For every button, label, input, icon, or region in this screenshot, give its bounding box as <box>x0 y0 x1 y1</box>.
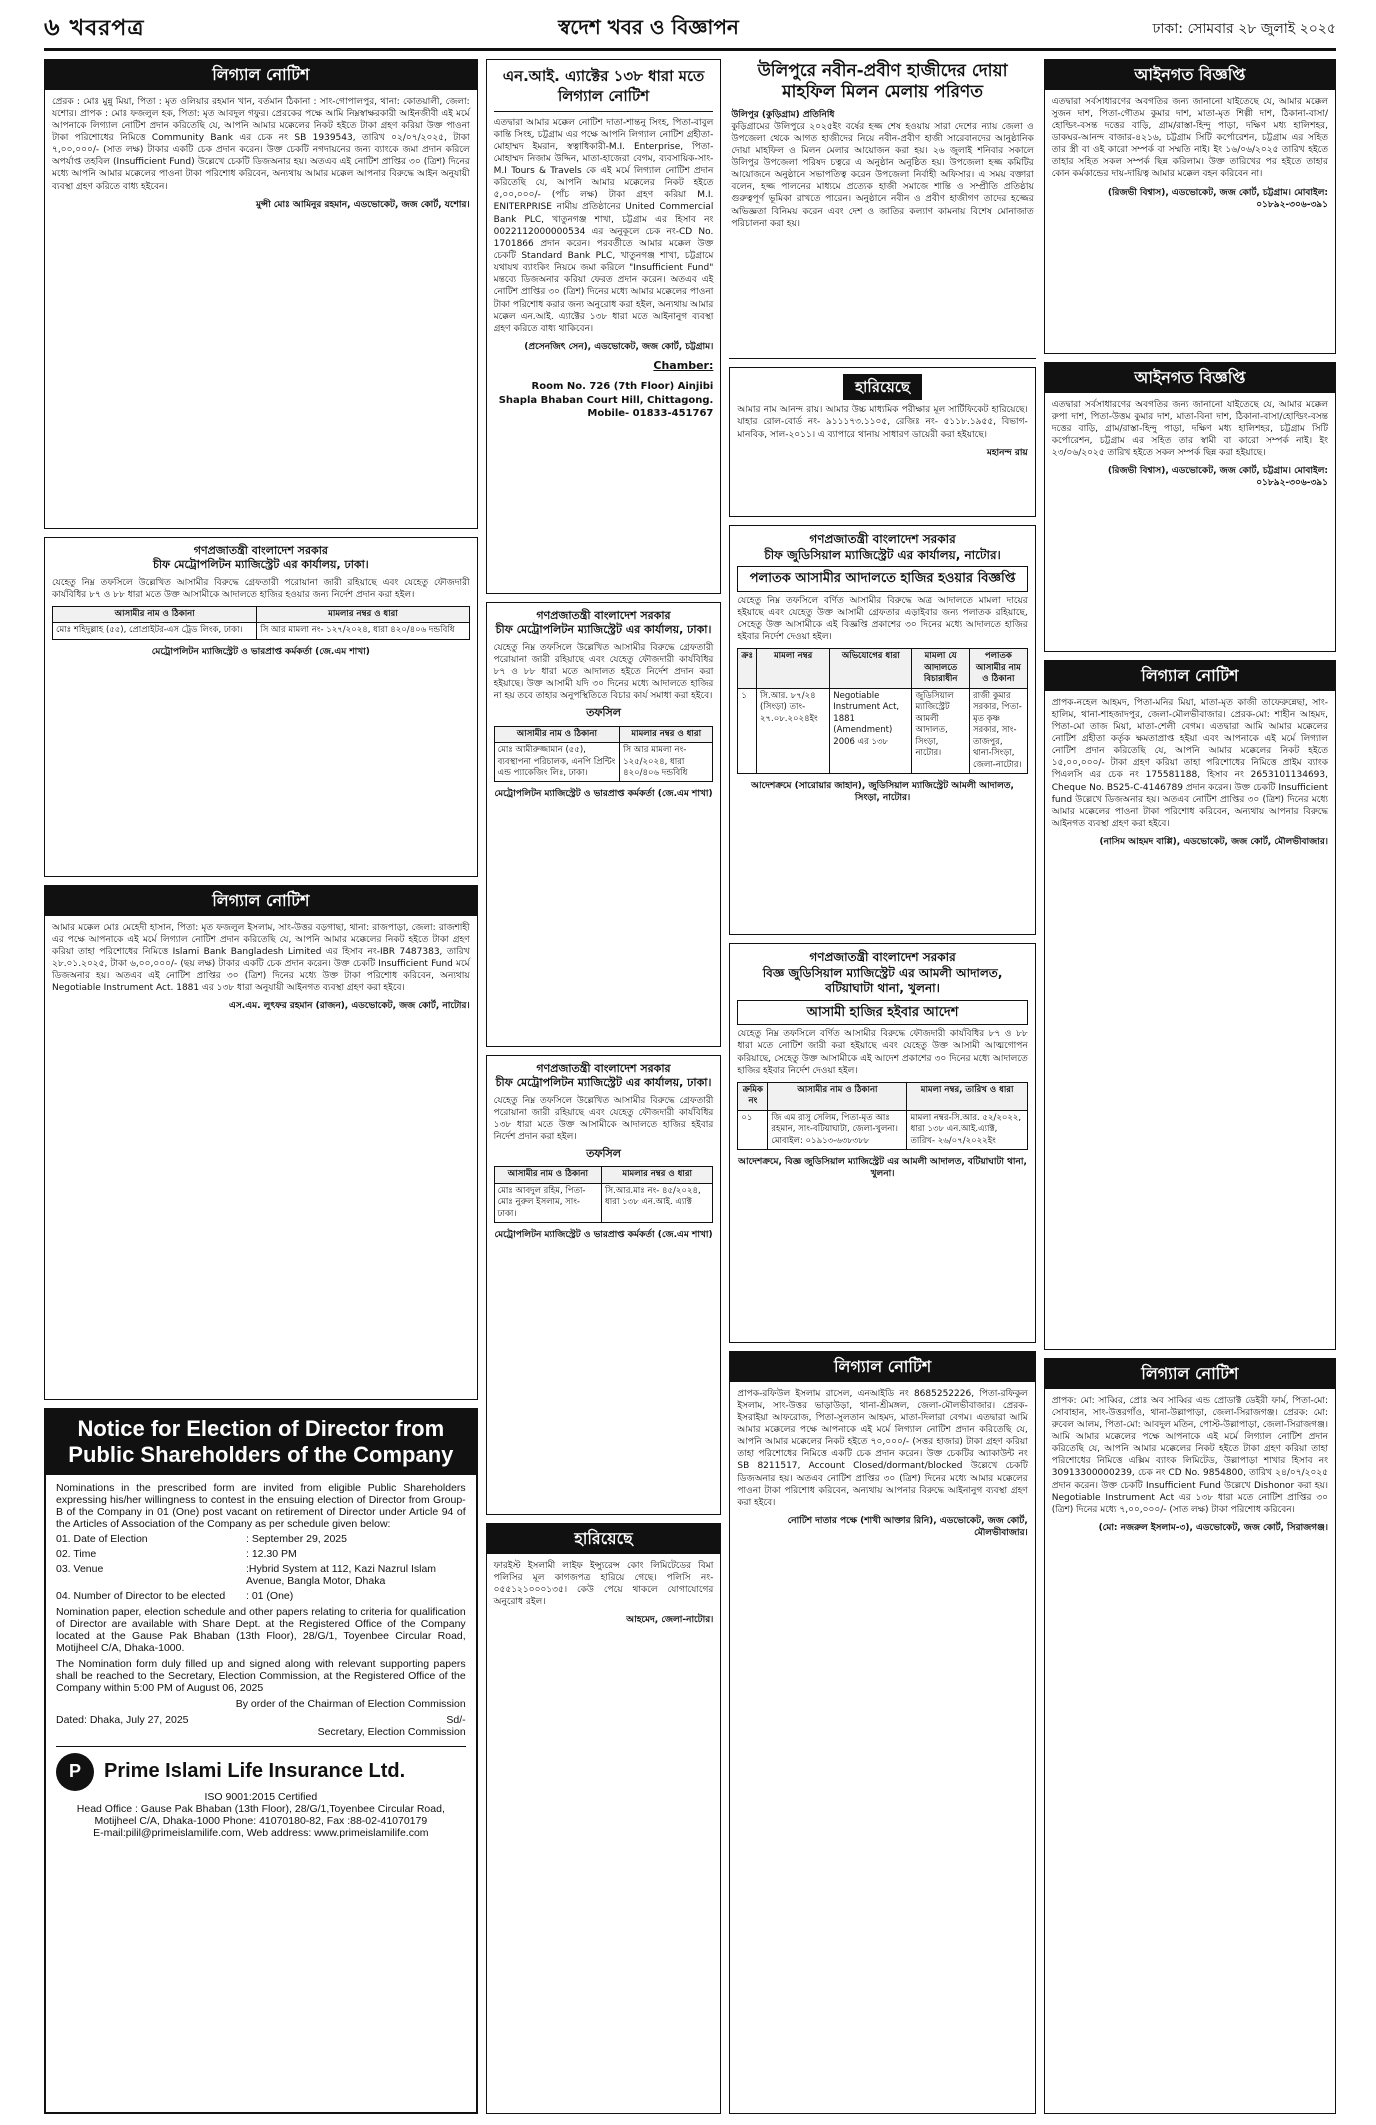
legal-notice-1 <box>44 59 478 529</box>
law-notice-2-title: আইনগত বিজ্ঞপ্তি <box>1045 363 1335 393</box>
news-headline: উলিপুরে নবীন-প্রবীণ হাজীদের দোয়া মাহফিল মিলন মেলায় পরিণত <box>757 61 1008 103</box>
issue-date: ঢাকা: সোমবার ২৮ জুলাই ২০২৫ <box>1152 21 1336 37</box>
gov-notice-2 <box>486 602 722 1047</box>
table-header: অভিযোগের ধারা <box>830 649 912 688</box>
legal-notice-4-signature: (নাসিম আহমদ বাপ্পি), এডভোকেট, জজ কোর্ট, মৌলভীবাজার। <box>1099 837 1328 848</box>
gov-notice-3-title: গণপ্রজাতন্ত্রী বাংলাদেশ সরকার <box>536 1062 671 1075</box>
table-cell: Negotiable Instrument Act, 1881 (Amendment) 2006 এর ১৩৮ <box>830 688 912 773</box>
lost-notice-2-signature: মহানন্দ রায় <box>986 447 1028 458</box>
masthead <box>44 10 1336 51</box>
legal-notice-3-body: প্রাপক-রফিউল ইসলাম রাসেল, এনআইডি নং 8685252226, পিতা-রফিকুল ইসলাম, সাং-উত্তর ভাড়াউড়া, থানা-শ্রীমঙ্গল, জেলা-মৌলভীবাজার। প্রেরক-ইসরাইয়া আফরোজ, পিতা-সুলতান আহমদ, মাতা-দিলারা বেগম। এতদ্বারা আমি আমার মক্কেলের পক্ষে আপনাকে এই মর্মে লিগ্যাল নোটিশ প্রদান করিতেছি যে, আপনি আমার মক্কেলের নিকট হইতে ৭০,০০০/- (সত্তর হাজার) টাকা গ্রহণ করিয়া তাহা পরিশোধের নিমিত্তে একটি চেক প্রদান করেন। উক্ত চেকটির অ্যাকাউন্ট নং SB 8211517, Account Closed/dormant/blocked উল্লেখে চেকটি ডিজঅনার হয়। অতএব নোটিশ প্রাপ্তির ৩০ (ত্রিশ) দিনের মধ্যে আমার মক্কেলের পাওনা টাকা পরিশোধ করিবেন, অন্যথায় আপনার বিরুদ্ধে আইনানুগ ব্যবস্থা গ্রহণ করা হইবে। <box>737 1388 1028 1508</box>
election-secretary: Secretary, Election Commission <box>317 1725 466 1738</box>
lost-notice-1-signature: আহমেদ, জেলা-নাটোর। <box>626 1615 714 1626</box>
table-cell: ১ <box>738 688 757 773</box>
election-sd: Sd/- <box>446 1713 466 1726</box>
table-cell: জুডিসিয়াল ম্যাজিস্ট্রেট আমলী আদালত, সিংড়া, নাটোর। <box>912 688 970 773</box>
gov-notice-5-subtitle: বিজ্ঞ জুডিসিয়াল ম্যাজিস্ট্রেট এর আমলী আদালত, বটিয়াঘাটা থানা, খুলনা। <box>762 965 1003 996</box>
election-row-key: 04. Number of Director to be elected <box>56 1589 226 1602</box>
ni-act-notice-body: এতদ্বারা আমার মক্কেল নোটিশ দাতা-শান্তনু সিংহ, পিতা-বাবুল কান্তি সিংহ, চট্টগ্রাম এর পক্ষে আপনি লিগ্যাল নোটিশ গ্রহীতা-মোহাম্মদ ইমরান, স্বত্বাধিকারী-M.I. Enterprise, পিতা-মোহাম্মদ নিজাম উদ্দিন, মাতা-হাজেরা বেগম, ব্যবসায়িক-সাং-M.I Tours & Travels কে এই মর্মে লিগ্যাল নোটিশ প্রদান করিতেছি যে, আপনি আমার মক্কেলের নিকট হইতে ৫,০০,০০০/- (পাঁচ লক্ষ) টাকা গ্রহণ করিয়া M.I. ENITERPRISE নামীয় প্রতিষ্ঠানের United Commercial Bank PLC, খাতুনগঞ্জ শাখা, চট্টগ্রাম এর হিসাব নং 0022112000000534 এর অনুকূলে চেক নং-CD No. 1701866 প্রদান করেন। পরবর্তীতে আমার মক্কেল উক্ত চেকটি Standard Bank PLC, খাতুনগঞ্জ শাখা, চট্টগ্রামে যথাযথ ব্যাংকিং নিয়মে জমা করিলে "Insufficient Fund" মন্তব্যে ডিজঅনার করিয়া ফেরত প্রদান করেন। অতএব এই নোটিশ প্রাপ্তির ৩০ (ত্রিশ) দিনের মধ্যে আমার মক্কেলের পাওনা টাকা পরিশোধ করার জন্য অনুরোধ করা হইল, অন্যথায় আমার মক্কেল এন.আই. এ্যাক্টের ১৩৮ ধারা মতে আইনানুগ ব্যবস্থা গ্রহণ করিতে বাধ্য থাকিবেন। <box>493 117 714 334</box>
election-by-order: By order of the Chairman of Election Commission <box>235 1697 466 1710</box>
election-row-value: : 12.30 PM <box>246 1547 297 1560</box>
table-cell: মোঃ শহিদুল্লাহ (৫৫), প্রোপ্রাইটর-এস ট্রেড লিংক, ঢাকা। <box>53 623 257 639</box>
gov-notice-2-tafsil: তফসিল <box>586 706 621 720</box>
law-notice-1 <box>1044 59 1336 354</box>
election-dated: Dated: Dhaka, July 27, 2025 <box>56 1713 189 1726</box>
table-header: আসামীর নাম ও ঠিকানা <box>53 606 257 622</box>
legal-notice-2-body: আমার মক্কেল মোঃ মেহেদী হাসান, পিতা: মৃত ফজলুল ইসলাম, সাং-উত্তর বড়গাছা, থানা: রাজপাড়া, জেলা: রাজশাহী এর পক্ষে আপনাকে এই মর্মে লিগ্যাল নোটিশ প্রদান করিতেছি যে, আপনি আমার মক্কেলের নিকট হইতে টাকা গ্রহণ করিয়া তাহা পরিশোধের নিমিত্তে Islami Bank Bangladesh Limited এর হিসাব নং-IBR 7487383, তারিখ ২৮.০১.২০২৫, টাকা ৬,০০,০০০/- (ছয় লক্ষ) টাকার একটি চেক প্রদান করেন। উক্ত চেকটি Insufficient Fund মর্মে ডিজঅনার হয়। অতএব এই নোটিশ প্রাপ্তির ৩০ (ত্রিশ) দিনের মধ্যে উক্ত টাকা পরিশোধ করিবেন, অন্যথায় Negotiable Instrument Act. 1881 এর ১৩৮ ধারা অনুযায়ী আইনগত ব্যবস্থা গ্রহণ করা হইবে। <box>52 922 470 994</box>
news-article <box>729 59 1035 359</box>
company-logo-icon: P <box>56 1753 94 1791</box>
election-row <box>56 1548 466 1560</box>
column-1 <box>44 59 478 2114</box>
lost-notice-1-title: হারিয়েছে <box>487 1524 721 1554</box>
table-row <box>494 743 713 782</box>
legal-notice-2-signature: এস.এম. লুৎফর রহমান (রাজন), এডভোকেট, জজ কোর্ট, নাটোর। <box>229 1001 470 1012</box>
gov-notice-4 <box>729 525 1035 935</box>
ni-act-notice <box>486 59 722 594</box>
column-3 <box>729 59 1035 2114</box>
election-row-value: : September 29, 2025 <box>246 1532 347 1545</box>
company-logo-row <box>56 1746 466 1791</box>
election-notice-title: Notice for Election of Director from Public Shareholders of the Company <box>46 1410 476 1475</box>
gov-notice-1-signature: মেট্রোপলিটন ম্যাজিস্ট্রেট ও ভারপ্রাপ্ত কর্মকর্তা (জে.এম শাখা) <box>151 646 370 657</box>
legal-notice-4-body: প্রাপক-নহেল আহমদ, পিতা-মনির মিয়া, মাতা-মৃত কাজী তাফেরুন্নেছা, সাং-হালিম, থানা-শাহজাদপুর, জেলা-মৌলভীবাজার। প্রেরক-মো: শাহীন আহমদ, পিতা-মো তাজ মিয়া, মাতা-শেলী বেগম। এতদ্বারা আমি আমার মক্কেলের নোটিশ গ্রহীতা কর্তৃক ক্ষমতাপ্রাপ্ত হইয়া এবং আপনাকে এই মর্মে লিগ্যাল নোটিশ প্রদান করিতেছি যে, আপনি আমার মক্কেলের নিকট হইতে ১৫,০০,০০০/- টাকা গ্রহণ করিয়া তাহা পরিশোধের নিমিত্তে প্রাইম ব্যাংক পিএলসি এর চেক নং 175581188, হিসাব নং 2653101134693, Cheque No. BS25-C-4146789 প্রদান করেন। উক্ত চেকটি Insufficient fund উল্লেখে ডিজঅনার হয়। অতএব নোটিশ প্রাপ্তির ৩০ (ত্রিশ) দিনের মধ্যে আমার মক্কেলের পাওনা টাকা পরিশোধ করিবেন, অন্যথায় আপনার বিরুদ্ধে আইনগত ব্যবস্থা গ্রহণ করা হইবে। <box>1051 697 1328 829</box>
gov-notice-5 <box>729 943 1035 1343</box>
newspaper-logo: খবরপত্র <box>69 15 145 41</box>
election-row-key: 02. Time <box>56 1547 97 1560</box>
table-cell: মোঃ আবদুল রহিম, পিতা-মোঃ নুরুল ইসলাম, সাং-ঢাকা। <box>494 1183 601 1222</box>
table-header: ক্রমিক নং <box>738 1082 768 1110</box>
lost-notice-2-title: হারিয়েছে <box>843 374 922 400</box>
gov-notice-2-signature: মেট্রোপলিটন ম্যাজিস্ট্রেট ও ভারপ্রাপ্ত কর্মকর্তা (জে.এম শাখা) <box>494 789 713 800</box>
legal-notice-1-title: লিগ্যাল নোটিশ <box>45 60 477 90</box>
table-cell: জি এম রাসু সেলিম, পিতা-মৃত আঃ রহমান, সাং-বটিয়াঘাটা, জেলা-খুলনা। মোবাইল: ০১৯১৩-৬৩৮৩৮৮ <box>768 1110 907 1149</box>
table-row <box>738 688 1027 773</box>
table-cell: ০১ <box>738 1110 768 1149</box>
legal-notice-5-signature: (মো: নজরুল ইসলাম-৩), এডভোকেট, জজ কোর্ট, সিরাজগঞ্জ। <box>1098 1523 1328 1533</box>
table-header: মামলার নম্বর ও ধারা <box>257 606 469 622</box>
legal-notice-3-signature: নোটিশ দাতার পক্ষে (শাখী আক্তার রিনি), এডভোকেট, জজ কোর্ট, মৌলভীবাজার। <box>787 1516 1028 1539</box>
table-header: পলাতক আসামীর নাম ও ঠিকানা <box>969 649 1027 688</box>
gov-notice-3-table <box>494 1166 714 1223</box>
legal-notice-5 <box>1044 1358 1336 2114</box>
table-header: আসামীর নাম ও ঠিকানা <box>494 1167 601 1183</box>
gov-notice-2-title: গণপ্রজাতন্ত্রী বাংলাদেশ সরকার <box>536 609 671 622</box>
company-contact: E-mail:pilil@primeislamilife.com, Web address: www.primeislamilife.com <box>93 1826 429 1839</box>
election-date-row <box>56 1714 466 1726</box>
law-notice-1-title: আইনগত বিজ্ঞপ্তি <box>1045 60 1335 90</box>
column-4 <box>1044 59 1336 2114</box>
table-header: মামলা নম্বর, তারিখ ও ধারা <box>907 1082 1027 1110</box>
legal-notice-3 <box>729 1351 1035 2114</box>
election-row <box>56 1563 466 1587</box>
legal-notice-5-title: লিগ্যাল নোটিশ <box>1045 1359 1335 1389</box>
legal-notice-4 <box>1044 660 1336 1350</box>
table-header: ক্রঃ <box>738 649 757 688</box>
gov-notice-4-title: গণপ্রজাতন্ত্রী বাংলাদেশ সরকার <box>809 532 956 546</box>
masthead-left <box>44 9 145 49</box>
table-cell: মোঃ আমীরুজ্জামান (৫৫), ব্যবস্থাপনা পরিচালক, এনপি প্রিন্টিং এন্ড প্যাকেজিং লিঃ, ঢাকা। <box>494 743 619 782</box>
election-para-3: The Nomination form duly filled up and signed along with relevant supporting papers shall be reached to the Secretary, Election Commission, at the Registered Office of the Company within 5:00 PM of August 06, 2025 <box>56 1657 466 1694</box>
table-header: মামলা নম্বর <box>757 649 830 688</box>
law-notice-2-body: এতদ্বারা সর্বসাধারণের অবগতির জন্য জানানো যাইতেছে যে, আমার মক্কেল রুপা দাশ, পিতা-উত্তম কুমার দাশ, মাতা-বিনা দাশ, ঠিকানা-বাসা/হোল্ডিং-বসন্ত দত্তের বাড়ি, গ্রাম/রাস্তা-হিন্দু পাড়া, দক্ষিণ মধ্য হালিশহর, চট্টগ্রাম সিটি কর্পোরেশন, চট্টগ্রাম এর সহিত তার স্বামী বা কারো সম্পর্ক নাই। ইং ২৩/০৬/২০২৫ তারিখ হইতে সকল সম্পর্ক ছিন্ন করা হইয়াছে। <box>1051 399 1328 459</box>
legal-notice-5-body: প্রাপক: মো: সাব্বির, প্রোঃ অব সাব্বির এন্ড প্রোডাক্ট ডেইরী ফার্ম, পিতা-মো: সোবাহান, সাং-উত্তরগাঁও, থানা-উল্লাপাড়া, জেলা-সিরাজগঞ্জ। প্রেরক: মো: রুবেল আলম, পিতা-মো: আবদুল মতিন, পোস্ট-উল্লাপাড়া, জেলা-সিরাজগঞ্জ। আমি আমার মক্কেলের পক্ষে আপনাকে এই মর্মে লিগ্যাল নোটিশ প্রদান করিতেছি যে, আপনি আমার মক্কেলের নিকট হইতে টাকা গ্রহণ করিয়া তাহা পরিশোধের নিমিত্তে এক্সিম ব্যাংক লিমিটেড, উল্লাপাড়া শাখার হিসাব নং 30913300000239, চেক নং CD No. 9854800, তারিখ ২৪/০৭/২০২৫ প্রদান করেন। উক্ত চেকটি Insufficient Fund উল্লেখে Dishonor করা হয়। Negotiable Instrument Act এর ১৩৮ ধারা মতে নোটিশ প্রাপ্তির ৩০ (ত্রিশ) দিনের মধ্যে ৭,০০,০০০/- (সাত লক্ষ) টাকা পরিশোধ করিবেন। <box>1051 1395 1328 1515</box>
section-title: স্বদেশ খবর ও বিজ্ঞাপন <box>558 14 739 39</box>
election-intro: Nominations in the prescribed form are invited from eligible Public Shareholders expressing his/her willingness to contest in the ensuing election of Director from Group-B of the Company in 01 (One) post vacant on retirement of Director under Article 94 of the Articles of Association of the Company as per schedule given below: <box>56 1481 466 1530</box>
gov-notice-2-table <box>494 726 714 783</box>
election-row-key: 01. Date of Election <box>56 1532 148 1545</box>
table-cell: রাজী কুমার সরকার, পিতা-মৃত কৃষ্ণ সরকার, সাং-তাজপুর, থানা-সিংড়া, জেলা-নাটোর। <box>969 688 1027 773</box>
legal-notice-4-title: লিগ্যাল নোটিশ <box>1045 661 1335 691</box>
news-reporter: উলিপুর (কুড়িগ্রাম) প্রতিনিধি <box>731 109 835 120</box>
gov-notice-3-tafsil: তফসিল <box>586 1147 621 1161</box>
election-row-value: :Hybrid System at 112, Kazi Nazrul Islam Avenue, Bangla Motor, Dhaka <box>246 1562 437 1587</box>
table-row <box>738 1110 1027 1149</box>
table-cell: মামলা নম্বর-সি.আর. ৫২/২০২২, ধারা ১৩৮ এন.আই.এ্যাক্ট, তারিখ- ২৬/০৭/২০২২ইং <box>907 1110 1027 1149</box>
table-cell: সি.আর. ৮৭/২৪ (সিংড়া) তাং- ২৭.০৮.২০২৪ইং <box>757 688 830 773</box>
election-para-2: Nomination paper, election schedule and other papers relating to criteria for qualification of Director are available with Share Dept. at the Registered Office of the Company located at the Gause Pak Bhaban (13th Floor), 28/G/1, Toyenbee Circular Road, Motijheel C/A, Dhaka-1000. <box>56 1605 466 1654</box>
gov-notice-4-body: যেহেতু নিম্ন তফসিলে বর্ণিত আসামীর বিরুদ্ধে অত্র আদালতে মামলা দায়ের হইয়াছে এবং যেহেতু উক্ত আসামী গ্রেফতার এড়াইবার জন্য পলাতক রহিয়াছে, সেহেতু উক্ত আসামীকে এই বিজ্ঞপ্তি প্রকাশের ৩০ দিনের মধ্যে আদালতে হাজির হইবার নির্দেশ দেওয়া হইল। <box>737 595 1028 643</box>
chamber-label: Chamber: <box>653 359 714 373</box>
page-number: ৬ <box>44 13 60 41</box>
election-notice-body <box>46 1475 476 1846</box>
gov-notice-5-table <box>737 1082 1027 1150</box>
lost-notice-2-header <box>737 374 1027 400</box>
table-row <box>494 1183 713 1222</box>
election-row <box>56 1590 466 1602</box>
table-cell: সি আর মামলা নং- ১২৭/২০২৪, ধারা ৪২০/৪০৬ দন্ডবিধি <box>257 623 469 639</box>
gov-notice-1-subtitle: চীফ মেট্রোপলিটন ম্যাজিস্ট্রেট এর কার্যালয়, ঢাকা। <box>152 558 369 572</box>
legal-notice-1-body: প্রেরক : মোঃ মুন্নু মিয়া, পিতা : মৃত ওলিয়ার রহমান খান, বর্তমান ঠিকানা : সাং-গোপালপুর, থানা: কোতয়ালী, জেলা: যশোর। প্রাপক : মোঃ ফজলুল হক, পিতা: মৃত আবদুল গফুর। প্রেরকের পক্ষে আমি নিম্নস্বাক্ষরকারী আইনজীবী এই মর্মে আপনাকে লিগ্যাল নোটিশ প্রদান করিতেছি যে, আপনি আমার মক্কেলের নিকট হইতে টাকা গ্রহণ করিয়া উক্ত পাওনা টাকা পরিশোধের নিমিত্তে Community Bank এর চেক নং SB 1939543, তারিখ ০২/০৭/২০২৫, টাকা ৭,০০,০০০/- (সাত লক্ষ) টাকার একটি চেক প্রদান করেন। উক্ত চেকটি নগদায়নের জন্য ব্যাংকে জমা প্রদান করিলে অপর্যাপ্ত তহবিল (Insufficient Fund) উল্লেখে চেকটি ডিজঅনার হয়। অতএব এই নোটিশ প্রাপ্তির ৩০ (ত্রিশ) দিনের মধ্যে আপনি আমার মক্কেলের পাওনা টাকা পরিশোধ করিবেন, অন্যথায় আমার মক্কেল আপনার বিরুদ্ধে আইন অনুযায়ী ব্যবস্থা গ্রহণ করিতে বাধ্য হইবেন। <box>52 96 470 192</box>
law-notice-1-body: এতদ্বারা সর্বসাধারণের অবগতির জন্য জানানো যাইতেছে যে, আমার মক্কেল সুজন দাশ, পিতা-গৌতম কুমার দাশ, মাতা-মৃত শিল্পী দাশ, ঠিকানা-বাসা/হোল্ডিং-বসন্ত দত্তের বাড়ি, গ্রাম/রাস্তা-হিন্দু পাড়া, দক্ষিণ মধ্য হালিশহর, ডাকঘর-আনন্দ বাজার-৪২১৬, চট্টগ্রাম সিটি কর্পোরেশন, চট্টগ্রাম এর সহিত তার স্ত্রী বা ওই কারো সম্পর্ক বা সম্মতি নাই। ইং ১৬/০৬/২০২৫ তারিখ হইতে তাহার সহিত সকল সম্পর্ক ছিন্ন করিলাম। উক্ত তারিখের পর হইতে তাহার কোন কর্মকান্ডের দায়-দায়িত্ব আমার মক্কেল বহন করিবেন না। <box>1051 96 1328 180</box>
election-row-key: 03. Venue <box>56 1562 104 1575</box>
lost-notice-2 <box>729 367 1035 517</box>
news-body: কুড়িগ্রামের উলিপুরে ২০২৫ইং বর্ষের হজ্জ শেষ হওয়ায় সারা দেশের ন্যায় জেলা ও উপজেলা থেকে আগত হাজীদের নিয়ে নবীন-প্রবীণ হাজী সারেবানদের আনুষ্ঠানিক দোয়া মাহফিল ও মিলন মেলার আয়োজন করা হয়। ২৬ জুলাই শনিবার সকালে উলিপুর উপজেলা পরিষদ চত্বরে এ অনুষ্ঠান অনুষ্ঠিত হয়। উপজেলা হজ্জ কমিটির আয়োজনে অনুষ্ঠানে সভাপতিত্ব করেন উপজেলা নির্বাহী অফিসার। এ সময় বক্তারা বলেন, হজ্জ পালনের মাধ্যমে প্রত্যেক হাজী সমাজে শান্তি ও সম্প্রীতি প্রতিষ্ঠায় গুরুত্বপূর্ণ ভূমিকা রাখতে পারেন। অনুষ্ঠানে নবীন ও প্রবীণ হাজীগণ তাদের হজ্জের অভিজ্ঞতা বিনিময় করেন এবং দেশ ও জাতির কল্যাণ কামনায় বিশেষ মোনাজাত পরিচালনা করা হয়। <box>731 121 1034 229</box>
company-name: Prime Islami Life Insurance Ltd. <box>104 1760 406 1783</box>
lost-notice-2-body: আমার নাম আনন্দ রায়। আমার উচ্চ মাধ্যমিক পরীক্ষার মূল সার্টিফিকেট হারিয়েছে। যাহার রোল-বোর্ড নং- ৯১১১৭৩.১১০৫, রেজিঃ নং- ৫১১৮.১৯৫৫, বিভাগ-মানবিক, সাল-২০১১। এ ব্যাপারে থানায় সাধারণ ডায়েরী করা হইয়াছে। <box>737 405 1028 440</box>
columns <box>44 59 1336 2114</box>
gov-notice-5-title: গণপ্রজাতন্ত্রী বাংলাদেশ সরকার <box>809 950 956 964</box>
table-cell: সি.আর.মাঃ নং- ৪৫/২০২৪, ধারা ১৩৮ এন.আই. এ্যাক্ট <box>602 1183 713 1222</box>
gov-notice-4-signature: আদেশক্রমে (সারোয়ার জাহান), জুডিসিয়াল ম্যাজিস্ট্রেট আমলী আদালত, সিংড়া, নাটোর। <box>751 780 1014 804</box>
table-header: আসামীর নাম ও ঠিকানা <box>494 726 619 742</box>
gov-notice-5-body: যেহেতু নিম্ন তফসিলে বর্ণিত আসামীর বিরুদ্ধে ফৌজদারী কার্যবিধির ৮৭ ও ৮৮ ধারা মতে নোটিশ জারী করা হইয়াছে এবং যেহেতু উক্ত আসামী আত্মগোপন করিয়াছে, সেহেতু উক্ত আসামীকে এই আদেশ প্রকাশের ৩০ দিনের মধ্যে আদালতে হাজির হইবার নির্দেশ দেওয়া হইল। <box>737 1029 1028 1076</box>
legal-notice-1-signature: মুন্সী মোঃ আমিনুর রহমান, এডভোকেট, জজ কোর্ট, যশোর। <box>256 199 470 210</box>
gov-notice-1-title: গণপ্রজাতন্ত্রী বাংলাদেশ সরকার <box>193 544 328 557</box>
law-notice-1-signature: (রিজভী বিশ্বাস), এডভোকেট, জজ কোর্ট, চট্টগ্রাম। মোবাইল: ০১৮৯২-৩০৬-৩৯১ <box>1107 187 1328 210</box>
lost-notice-1-body: ফারইস্ট ইসলামী লাইফ ইন্স্যুরেন্স কোং লিমিটেডের বিমা পলিসির মূল কাগজপত্র হারিয়ে গেছে। পলিসি নং- ০৫৫১২১০০০১৩৫। কেউ পেয়ে থাকলে যোগাযোগের অনুরোধ রইল। <box>493 1560 714 1608</box>
gov-notice-3-subtitle: চীফ মেট্রোপলিটন ম্যাজিস্ট্রেট এর কার্যালয়, ঢাকা। <box>495 1076 712 1090</box>
law-notice-2-signature: (রিজভী বিশ্বাস), এডভোকেট, জজ কোর্ট, চট্টগ্রাম। মোবাইল: ০১৮৯২-৩০৬-৩৯১ <box>1107 466 1328 489</box>
gov-notice-5-signature: আদেশক্রমে, বিজ্ঞ জুডিসিয়াল ম্যাজিস্ট্রেট এর আমলী আদালত, বটিয়াঘাটা থানা, খুলনা। <box>738 1157 1027 1180</box>
table-header: মামলা যে আদালতে বিচারাধীন <box>912 649 970 688</box>
ni-act-notice-signature: (প্রসেনজিৎ সেন), এডভোকেট, জজ কোর্ট, চট্টগ্রাম। <box>524 342 714 353</box>
gov-notice-3-signature: মেট্রোপলিটন ম্যাজিস্ট্রেট ও ভারপ্রাপ্ত কর্মকর্তা (জে.এম শাখা) <box>494 1230 713 1241</box>
table-header: আসামীর নাম ও ঠিকানা <box>768 1082 907 1110</box>
ni-act-notice-title: এন.আই. এ্যাক্টের ১৩৮ ধারা মতে লিগ্যাল নোটিশ <box>494 66 714 112</box>
gov-notice-4-table <box>737 648 1027 774</box>
lost-notice-1 <box>486 1523 722 2114</box>
chamber-address: Room No. 726 (7th Floor) Ainjibi Shapla Bhaban Court Hill, Chittagong. Mobile- 01833-451767 <box>498 381 714 420</box>
legal-notice-2-title: লিগ্যাল নোটিশ <box>45 886 477 916</box>
gov-notice-3-body: যেহেতু নিম্ন তফসিলে উল্লেখিত আসামীর বিরুদ্ধে গ্রেফতারী পরোয়ানা জারী রহিয়াছে এবং যেহেতু ফৌজদারী কার্যবিধির ১৩৮ ধারা মতে উক্ত আসামীকে আদালতে হাজির হইবার নির্দেশ প্রদান করা হইল। <box>493 1095 714 1143</box>
table-row <box>53 623 470 639</box>
law-notice-2 <box>1044 362 1336 652</box>
election-notice <box>44 1408 478 2114</box>
gov-notice-4-heading: পলাতক আসামীর আদালতে হাজির হওয়ার বিজ্ঞপ্তি <box>737 566 1027 592</box>
gov-notice-2-body: যেহেতু নিম্ন তফসিলে উল্লেখিত আসামীর বিরুদ্ধে গ্রেফতারী পরোয়ানা জারী রহিয়াছে এবং যেহেতু ফৌজদারী কার্যবিধির ৮৭ ও ৮৮ ধারা মতে আদালত হইতে নির্দেশ প্রদান করা হইয়াছে। উক্ত আসামী যদি ৩০ দিনের মধ্যে আদালতে হাজির না হয় তবে তাহার অনুপস্থিতিতে বিচার কার্য সমাধা করা হইবে। <box>493 642 714 702</box>
election-row-value: : 01 (One) <box>246 1589 294 1602</box>
company-head-office: Head Office : Gause Pak Bhaban (13th Floor), 28/G/1,Toyenbee Circular Road, Motijheel C/A, Dhaka-1000 Phone: 41070180-82, Fax :88-02-41070179 <box>76 1802 445 1827</box>
election-row <box>56 1533 466 1545</box>
gov-notice-5-heading: আসামী হাজির হইবার আদেশ <box>737 1000 1027 1026</box>
gov-notice-4-subtitle: চীফ জুডিসিয়াল ম্যাজিস্ট্রেট এর কার্যালয়, নাটোর। <box>764 547 1001 562</box>
company-iso: ISO 9001:2015 Certified <box>204 1790 318 1803</box>
gov-notice-1-body: যেহেতু নিম্ন তফসিলে উল্লেখিত আসামীর বিরুদ্ধে গ্রেফতারী পরোয়ানা জারী রহিয়াছে এবং যেহেতু ফৌজদারী কার্যবিধির ৮৭ ও ৮৮ ধারা মতে উক্ত আসামীকে আদালতে হাজির হওয়ার জন্য নির্দেশ প্রদান করা হইল। <box>52 577 470 600</box>
table-header: মামলার নম্বর ও ধারা <box>620 726 713 742</box>
legal-notice-3-title: লিগ্যাল নোটিশ <box>730 1352 1034 1382</box>
gov-notice-1-table <box>52 606 470 640</box>
gov-notice-2-subtitle: চীফ মেট্রোপলিটন ম্যাজিস্ট্রেট এর কার্যালয়, ঢাকা। <box>495 623 712 637</box>
table-header: মামলার নম্বর ও ধারা <box>602 1167 713 1183</box>
legal-notice-2 <box>44 885 478 1400</box>
gov-notice-3 <box>486 1055 722 1515</box>
gov-notice-1 <box>44 537 478 877</box>
column-2 <box>486 59 722 2114</box>
table-cell: সি আর মামলা নং- ১২৫/২০২৪, ধারা ৪২০/৪০৬ দন্ডবিধি <box>620 743 713 782</box>
